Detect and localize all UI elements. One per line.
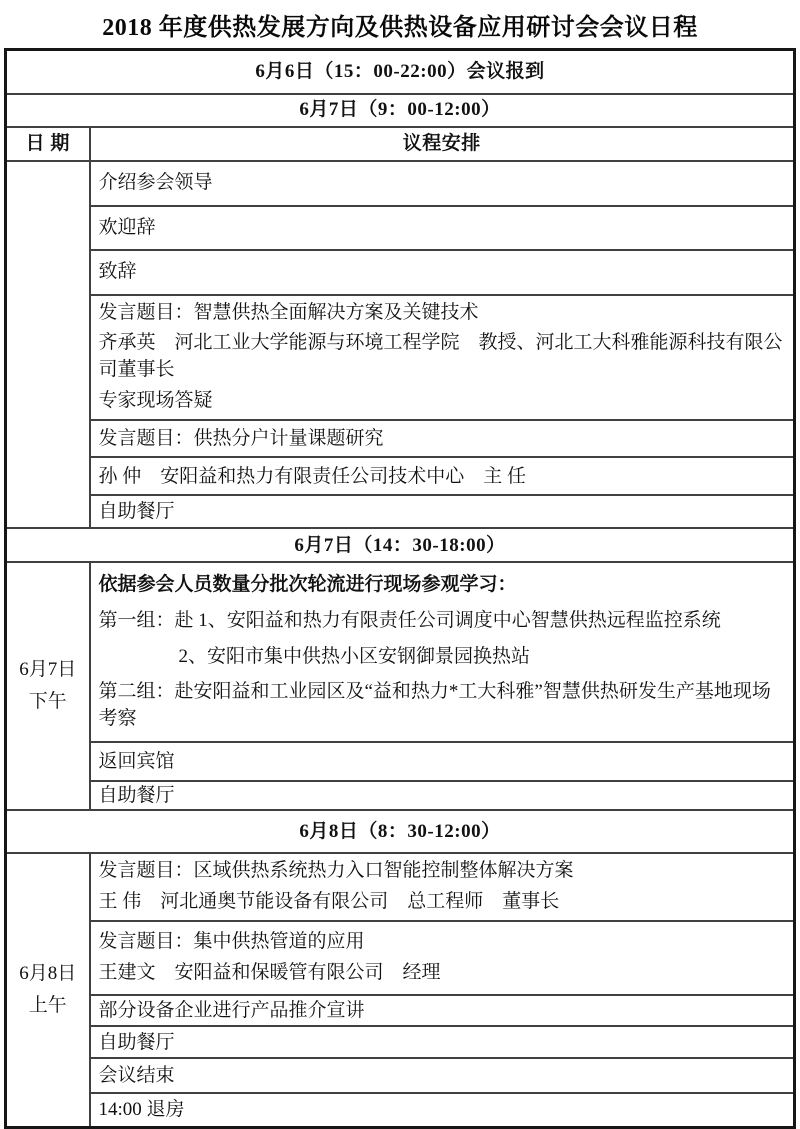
page-title: 2018 年度供热发展方向及供热设备应用研讨会会议日程 (102, 15, 698, 41)
date-line-2: 上午 (28, 995, 67, 1017)
table-row (6, 810, 795, 853)
agenda-cell-talk1-block (90, 295, 795, 421)
table-row (6, 781, 795, 810)
talk1-speaker: 齐承英 河北工业大学能源与环境工程学院 教授、河北工大科雅能源科技有限公司董事长 (98, 332, 783, 381)
table-row (6, 921, 795, 995)
talk1-title: 发言题目：智慧供热全面解决方案及关键技术 (98, 301, 479, 323)
table-row (6, 562, 795, 742)
agenda-cell-intro-leaders: 介绍参会领导 (90, 161, 795, 206)
agenda-cell-june8-talk1 (90, 853, 795, 921)
date-line-1: 6月8日 (19, 962, 77, 984)
date-line-1: 6月7日 (19, 659, 77, 681)
agenda-cell-product-promo: 部分设备企业进行产品推介宣讲 (90, 995, 795, 1026)
session-banner-june7-morning: 6月7日（9：00-12:00） (6, 94, 795, 127)
column-header-date: 日 期 (6, 127, 90, 161)
agenda-cell-checkout: 14:00 退房 (90, 1093, 795, 1127)
table-row (6, 295, 795, 421)
talk1-title: 发言题目：区域供热系统热力入口智能控制整体解决方案 (98, 860, 574, 882)
agenda-cell-june8-talk2 (90, 921, 795, 995)
table-row (6, 420, 795, 457)
agenda-cell-lunch-june8: 自助餐厅 (90, 1026, 795, 1058)
session-banner-june6: 6月6日（15：00-22:00）会议报到 (6, 50, 795, 94)
table-row (6, 742, 795, 781)
table-row (6, 1058, 795, 1093)
agenda-cell-site-visit (90, 562, 795, 742)
talk2-speaker: 王建文 安阳益和保暖管有限公司 经理 (98, 962, 441, 984)
table-row (6, 853, 795, 921)
table-row (6, 250, 795, 295)
table-row (6, 495, 795, 528)
agenda-cell-lunch-june7: 自助餐厅 (90, 495, 795, 528)
table-row (6, 50, 795, 94)
table-row (6, 206, 795, 250)
date-cell-june7-afternoon (6, 562, 90, 810)
table-row (6, 457, 795, 495)
visit-group1-line2: 2、安阳市集中供热小区安钢御景园换热站 (178, 645, 531, 667)
table-header-row (6, 127, 795, 161)
agenda-cell-return-hotel: 返回宾馆 (90, 742, 795, 781)
visit-intro: 依据参会人员数量分批次轮流进行现场参观学习： (98, 574, 517, 596)
table-row (6, 161, 795, 206)
agenda-cell-welcome: 欢迎辞 (90, 206, 795, 250)
agenda-cell-speech: 致辞 (90, 250, 795, 295)
column-header-agenda: 议程安排 (90, 127, 795, 161)
document-page (0, 7, 800, 1129)
talk1-qa: 专家现场答疑 (98, 390, 213, 412)
visit-group1-line1: 第一组：赴 1、安阳益和热力有限责任公司调度中心智慧供热远程监控系统 (98, 609, 721, 631)
date-line-2: 下午 (28, 691, 67, 713)
date-cell-june7-morning-empty (6, 161, 90, 529)
agenda-cell-talk2-title: 发言题目：供热分户计量课题研究 (90, 420, 795, 457)
date-cell-june8-morning (6, 853, 90, 1127)
table-row (6, 528, 795, 562)
table-row (6, 995, 795, 1026)
agenda-table (4, 48, 796, 1129)
agenda-cell-talk2-speaker: 孙 仲 安阳益和热力有限责任公司技术中心 主 任 (90, 457, 795, 495)
talk1-speaker: 王 伟 河北通奥节能设备有限公司 总工程师 董事长 (98, 891, 560, 913)
table-row (6, 94, 795, 127)
session-banner-june8-morning: 6月8日（8：30-12:00） (6, 810, 795, 853)
table-row (6, 1026, 795, 1058)
session-banner-june7-afternoon: 6月7日（14：30-18:00） (6, 528, 795, 562)
agenda-cell-dinner-june7: 自助餐厅 (90, 781, 795, 810)
visit-group2: 第二组：赴安阳益和工业园区及“益和热力*工大科雅”智慧供热研发生产基地现场考察 (98, 681, 771, 729)
table-row (6, 1093, 795, 1127)
talk2-title: 发言题目：集中供热管道的应用 (98, 931, 365, 953)
agenda-cell-closing: 会议结束 (90, 1058, 795, 1093)
